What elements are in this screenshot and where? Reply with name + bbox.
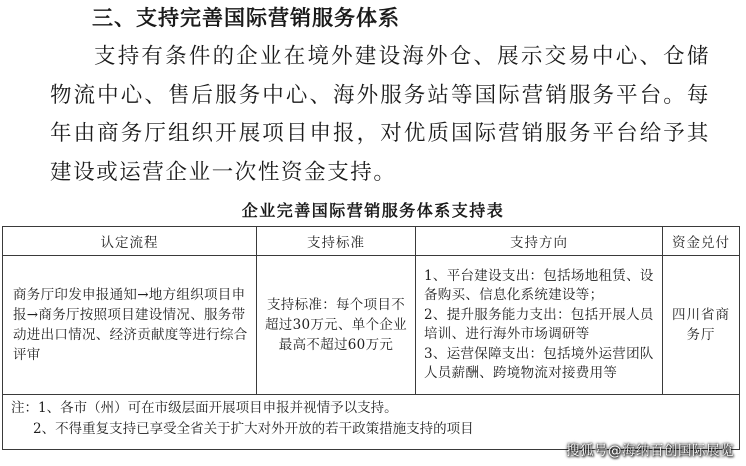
watermark-text: 搜狐号@海纳百创国际展览 (566, 443, 734, 459)
direction-item-1: 1、平台建设支出：包括场地租赁、设备购买、信息化系统建设等； (424, 267, 654, 303)
cell-unit: 四川省商务厅 (663, 256, 740, 395)
policy-paragraph: 支持有条件的企业在境外建设海外仓、展示交易中心、仓储物流中心、售后服务中心、海外服务站等国际营销服务平台。每年由商务厅组织开展项目申报，对优质国际营销服务平台给予其建设或运营企业一次性资金支持。 (50, 44, 710, 185)
support-table (2, 226, 740, 450)
note-1: 注：1、各市（州）可在市级层面开展项目申报并视情予以支持。 (11, 400, 398, 416)
direction-item-3: 3、运营保障支出：包括境外运营团队人员薪酬、跨境物流对接费用等 (424, 345, 654, 381)
section-heading: 三、支持完善国际营销服务体系 (92, 6, 400, 30)
header-process: 认定流程 (3, 227, 257, 256)
table-title: 企业完善国际营销服务体系支持表 (241, 201, 505, 220)
header-unit: 资金兑付 (663, 227, 740, 256)
cell-direction (416, 256, 663, 395)
note-2: 2、不得重复支持已享受全省关于扩大对外开放的若干政策措施支持的项目 (33, 421, 474, 437)
header-direction: 支持方向 (416, 227, 663, 256)
header-standard: 支持标准 (257, 227, 416, 256)
table-header-row (3, 227, 740, 256)
cell-process: 商务厅印发申报通知→地方组织项目申报→商务厅按照项目建设情况、服务带动进出口情况、经济贡献度等进行综合评审 (3, 256, 257, 395)
cell-standard: 支持标准：每个项目不超过30万元、单个企业最高不超过60万元 (257, 256, 416, 395)
table-row (3, 256, 740, 395)
direction-item-2: 2、提升服务能力支出：包括开展人员培训、进行海外市场调研等 (424, 306, 654, 342)
